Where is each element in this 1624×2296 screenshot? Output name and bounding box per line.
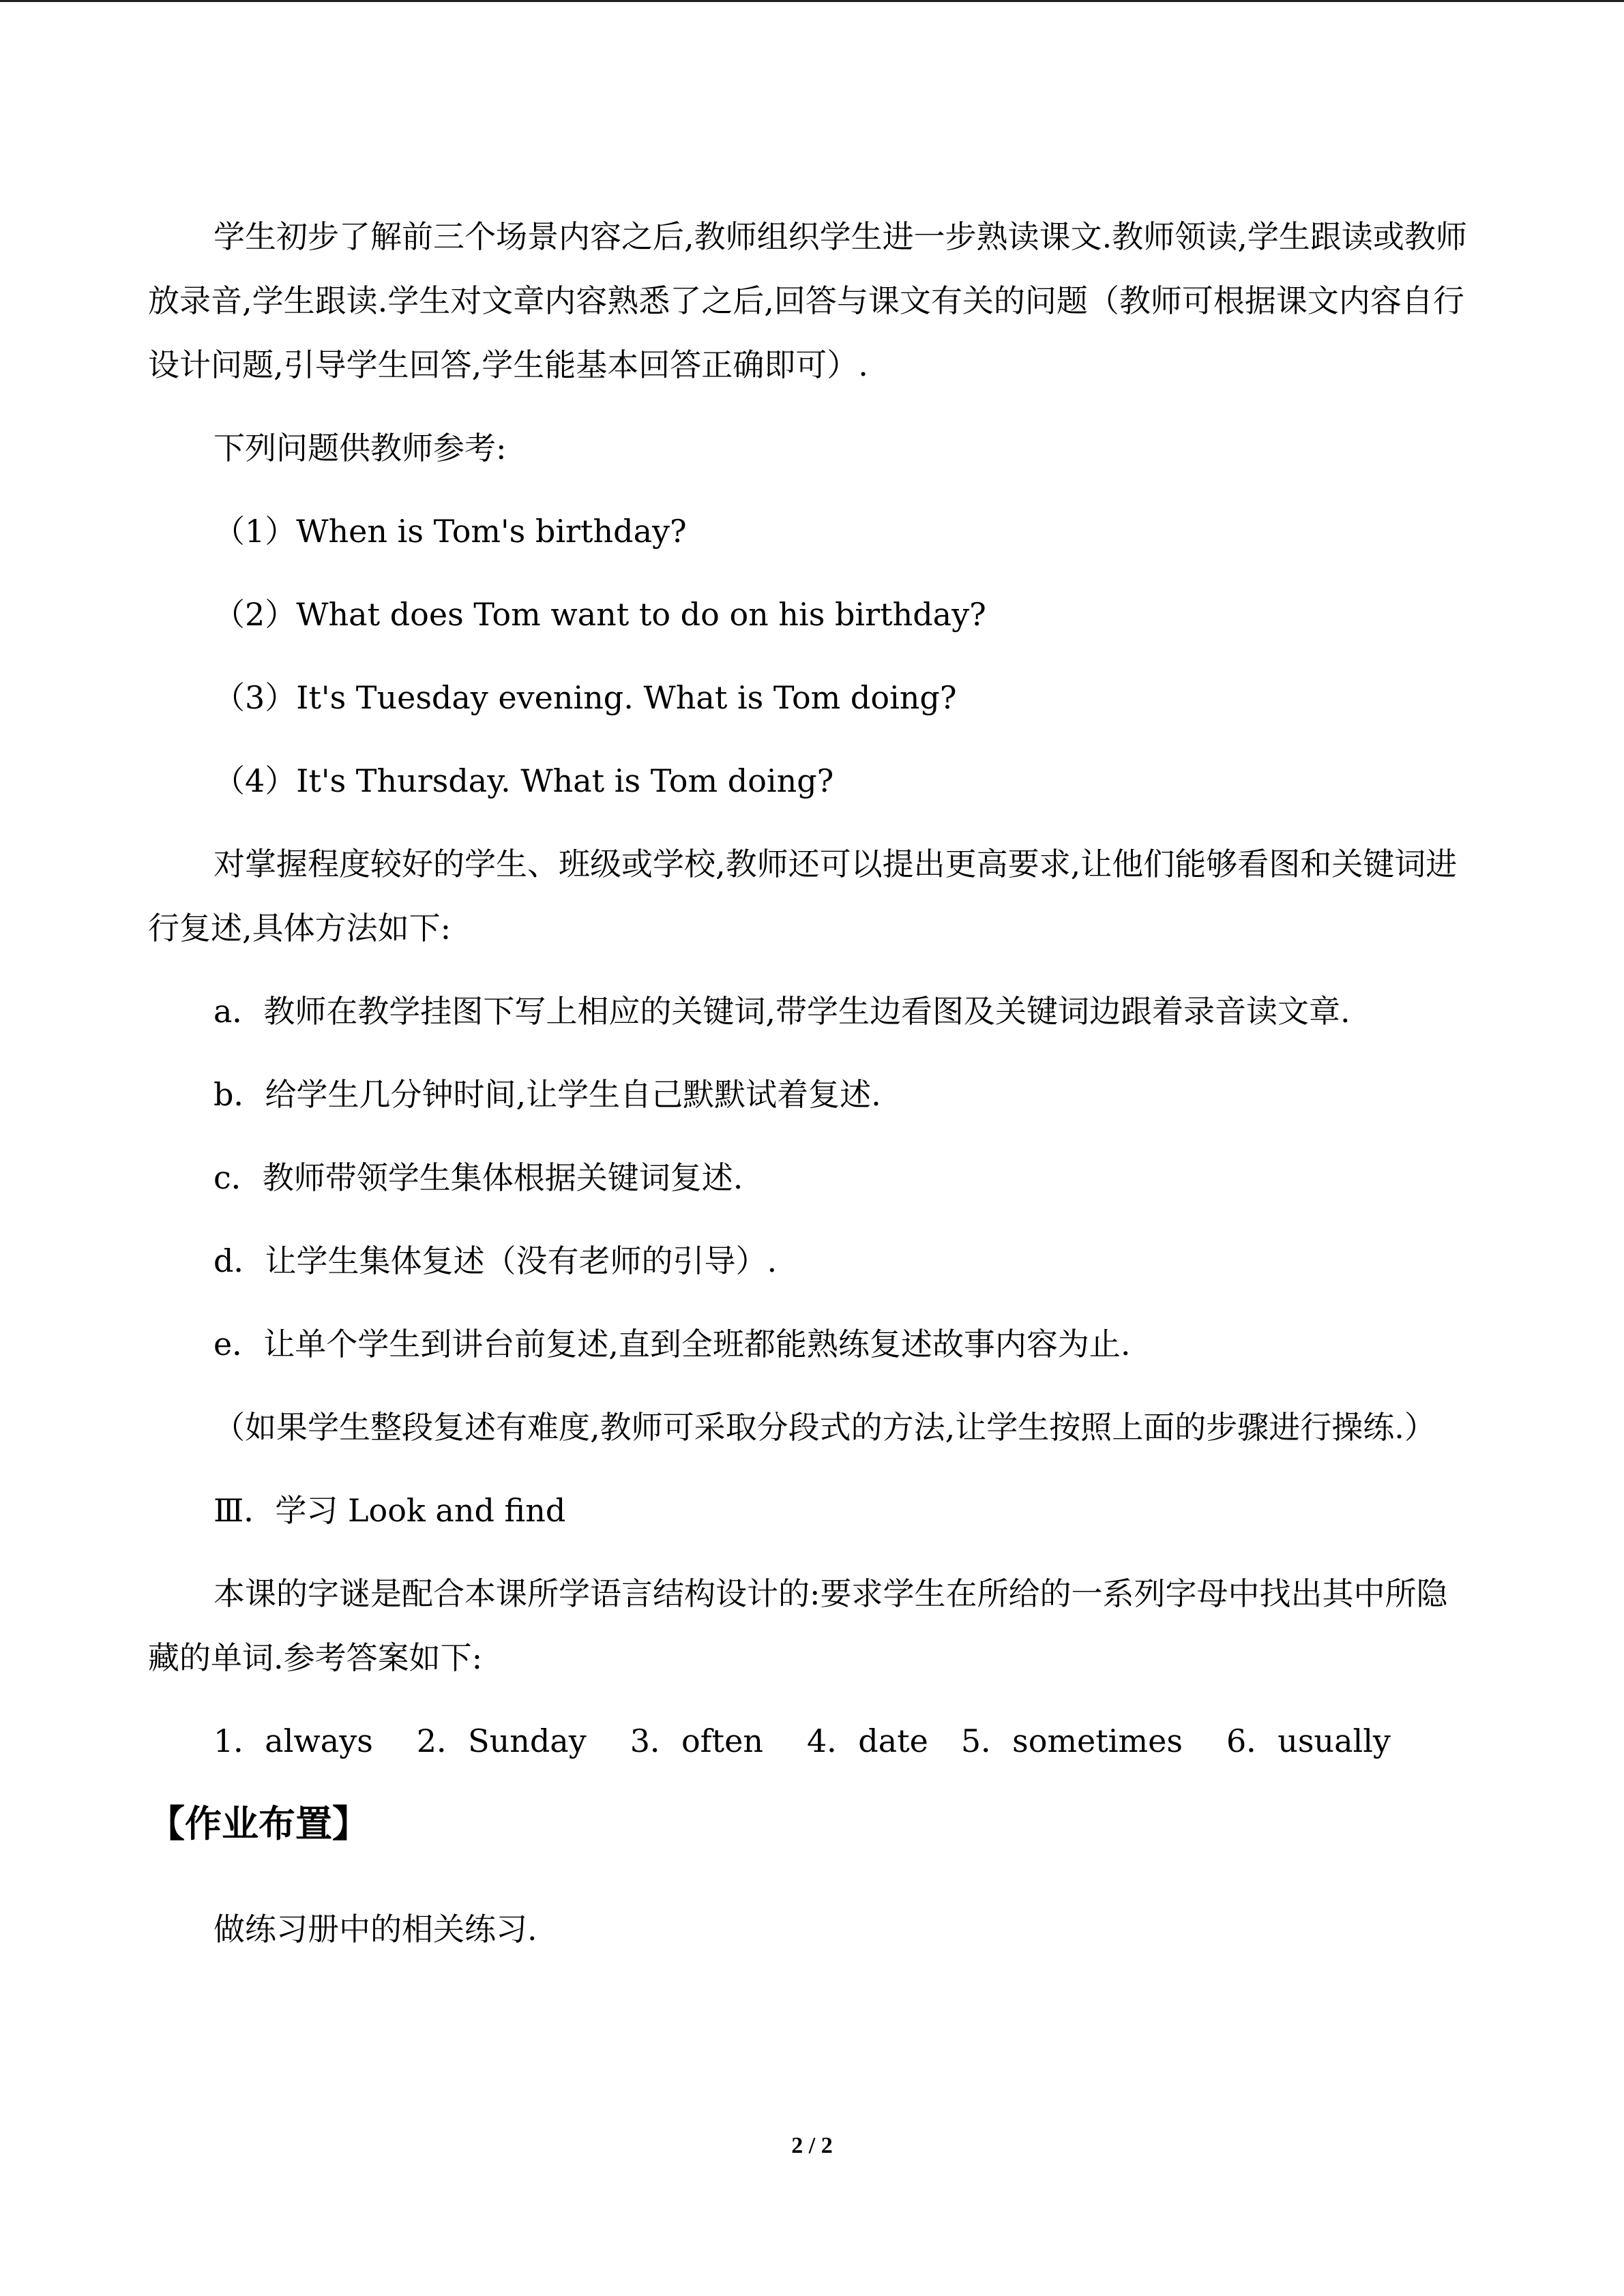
answer-item: 5．sometimes	[960, 1723, 1183, 1759]
paragraph-retell-intro: 对掌握程度较好的学生、班级或学校,教师还可以提出更高要求,让他们能够看图和关键词进行复述,具体方法如下:	[148, 846, 1458, 946]
paragraph-note: （如果学生整段复述有难度,教师可采取分段式的方法,让学生按照上面的步骤进行操练.）	[213, 1409, 1436, 1446]
top-border-line	[0, 0, 1624, 2]
document-body	[148, 205, 1478, 1980]
paragraph-puzzle: 本课的字谜是配合本课所学语言结构设计的:要求学生在所给的一系列字母中找出其中所隐藏的单词.参考答案如下:	[148, 1575, 1448, 1676]
question-2: （2）What does Tom want to do on his birthday?	[213, 596, 986, 633]
step-c: c．教师带领学生集体根据关键词复述.	[213, 1159, 743, 1196]
answer-item: 4．date	[807, 1723, 928, 1759]
question-3: （3）It's Tuesday evening. What is Tom doing?	[213, 679, 957, 716]
homework-text: 做练习册中的相关练习.	[213, 1911, 537, 1948]
answer-item: 6．usually	[1226, 1723, 1391, 1759]
paragraph-questions-intro: 下列问题供教师参考:	[213, 430, 507, 466]
homework-heading: 【作业布置】	[148, 1802, 369, 1845]
paragraph-intro: 学生初步了解前三个场景内容之后,教师组织学生进一步熟读课文.教师领读,学生跟读或教师放录音,学生跟读.学生对文章内容熟悉了之后,回答与课文有关的问题（教师可根据课文内容自行设计问题,引导学生回答,学生能基本回答正确即可）.	[148, 218, 1467, 383]
page-number: 2 / 2	[791, 2133, 833, 2158]
step-d: d．让学生集体复述（没有老师的引导）.	[213, 1242, 778, 1279]
answer-item: 1．always	[213, 1723, 373, 1759]
answer-list	[148, 1709, 1478, 1773]
section-heading-look-and-find: Ⅲ．学习 Look and find	[213, 1492, 566, 1529]
step-e: e．让单个学生到讲台前复述,直到全班都能熟练复述故事内容为止.	[213, 1326, 1131, 1362]
answer-item: 3．often	[630, 1723, 764, 1759]
question-1: （1）When is Tom's birthday?	[213, 513, 687, 550]
step-a: a．教师在教学挂图下写上相应的关键词,带学生边看图及关键词边跟着录音读文章.	[213, 993, 1350, 1030]
step-b: b．给学生几分钟时间,让学生自己默默试着复述.	[213, 1076, 881, 1113]
question-4: （4）It's Thursday. What is Tom doing?	[213, 762, 834, 799]
answer-item: 2．Sunday	[416, 1723, 587, 1759]
